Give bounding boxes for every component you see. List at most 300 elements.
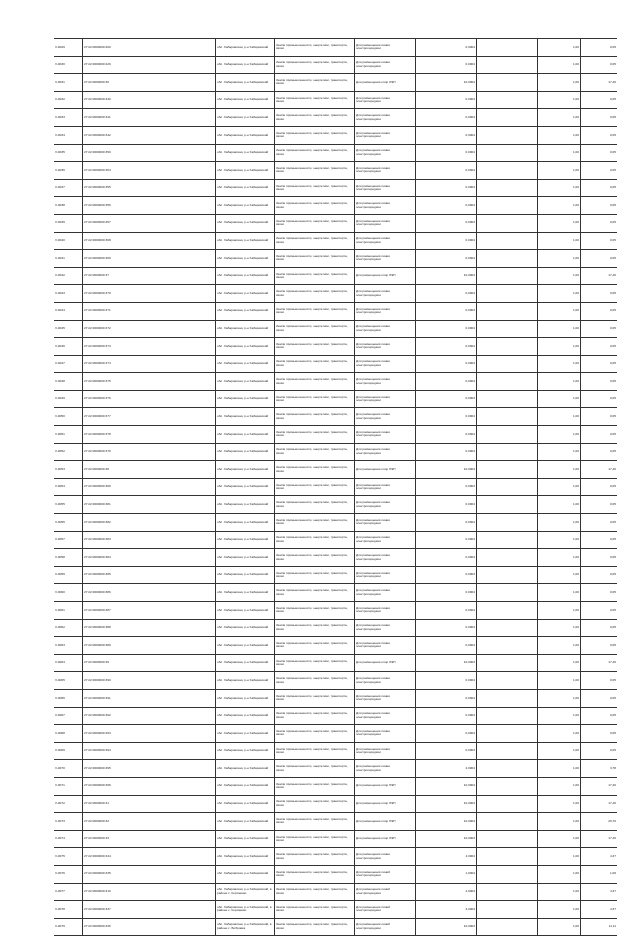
table-row (54, 250, 617, 268)
cell-permitted-use: Для размещения линий электропередачи (355, 901, 416, 919)
cell-rate: 1,00 (538, 39, 581, 57)
cell-cadastral-number: 27:22:0000000:335 (83, 865, 216, 883)
cell-land-category: Земли промышленности, энергетики, транспорта, связи (275, 109, 355, 127)
cell-total: 11,11 (581, 918, 618, 936)
cell-row-id: V-0039 (54, 214, 83, 232)
cell-permitted-use: Для размещения линии электропередачи (355, 302, 416, 320)
table-row (54, 91, 617, 109)
cell-spacer (477, 338, 538, 356)
cell-permitted-use: Для размещения линии электропередачи (355, 126, 416, 144)
cell-rate: 1,00 (538, 566, 581, 584)
cell-area: 0,0004 (416, 531, 477, 549)
cell-rate: 1,00 (538, 813, 581, 831)
cell-total: 0,05 (581, 197, 618, 215)
cell-land-category: Земли промышленности, энергетики, транспорта, связи (275, 918, 355, 936)
cell-address: обл. Хабаровская, р-н Хабаровский, в районе с. Корсаково (216, 901, 275, 919)
cell-cadastral-number: 27:22:0000000:33 (83, 830, 216, 848)
cell-total: 0,05 (581, 302, 618, 320)
table-row (54, 232, 617, 250)
cell-row-id: V-0043 (54, 285, 83, 303)
cell-cadastral-number: 27:22:0000000:379 (83, 443, 216, 461)
cell-total: 0,05 (581, 338, 618, 356)
cell-rate: 1,00 (538, 848, 581, 866)
cell-rate: 1,00 (538, 584, 581, 602)
cell-cadastral-number: 27:22:0000000:310 (83, 883, 216, 901)
cell-row-id: V-0030 (54, 56, 83, 74)
cell-area: 0,0004 (416, 302, 477, 320)
cell-area: 4,0004 (416, 901, 477, 919)
cell-permitted-use: Для размещения линии электропередачи (355, 531, 416, 549)
cell-area: 10,0004 (416, 918, 477, 936)
cell-rate: 1,00 (538, 144, 581, 162)
cell-area: 0,0004 (416, 126, 477, 144)
cell-rate: 1,00 (538, 672, 581, 690)
cell-cadastral-number: 27:22:0000000:200 (83, 39, 216, 57)
cell-land-category: Земли промышленности, энергетики, транспорта, связи (275, 777, 355, 795)
cell-area: 0,0004 (416, 162, 477, 180)
cell-spacer (477, 91, 538, 109)
cell-cadastral-number: 27:22:0000000:336 (83, 918, 216, 936)
cell-rate: 1,00 (538, 443, 581, 461)
cell-total: 0,05 (581, 56, 618, 74)
cell-permitted-use: Для размещения линии электропередачи (355, 162, 416, 180)
cell-row-id: V-0052 (54, 443, 83, 461)
table-body (54, 39, 617, 936)
cell-address: обл. Хабаровская, р-н Хабаровский (216, 865, 275, 883)
cell-row-id: V-0077 (54, 883, 83, 901)
cell-permitted-use: Для размещения линии электропередачи (355, 197, 416, 215)
cell-address: обл. Хабаровская, р-н Хабаровский (216, 74, 275, 92)
cell-address: обл. Хабаровская, р-н Хабаровский (216, 830, 275, 848)
cell-row-id: V-0056 (54, 514, 83, 532)
cell-address: обл. Хабаровская, р-н Хабаровский (216, 760, 275, 778)
cell-row-id: V-0029 (54, 39, 83, 57)
cell-row-id: V-0073 (54, 813, 83, 831)
cell-permitted-use: Для размещения линии электропередачи (355, 619, 416, 637)
cell-cadastral-number: 27:22:0000000:344 (83, 848, 216, 866)
cell-rate: 1,00 (538, 302, 581, 320)
cell-area: 0,0004 (416, 390, 477, 408)
cell-permitted-use: Для размещения линии электропередачи (355, 285, 416, 303)
cell-rate: 1,00 (538, 426, 581, 444)
cell-cadastral-number: 27:22:0000000:381 (83, 496, 216, 514)
cell-land-category: Земли промышленности, энергетики, транспорта, связи (275, 566, 355, 584)
cell-row-id: V-0031 (54, 74, 83, 92)
cell-address: обл. Хабаровская, р-н Хабаровский (216, 742, 275, 760)
cell-address: обл. Хабаровская, р-н Хабаровский (216, 232, 275, 250)
table-row (54, 918, 617, 936)
cell-land-category: Земли промышленности, энергетики, транспорта, связи (275, 461, 355, 479)
cell-address: обл. Хабаровская, р-н Хабаровский (216, 126, 275, 144)
cell-land-category: Земли промышленности, энергетики, транспорта, связи (275, 531, 355, 549)
cell-spacer (477, 408, 538, 426)
document-sheet (54, 38, 616, 936)
cell-permitted-use: Для размещения линии электропередачи (355, 549, 416, 567)
cell-permitted-use: Для размещения линии электропередачи (355, 390, 416, 408)
cell-rate: 1,00 (538, 549, 581, 567)
cell-land-category: Земли промышленности, энергетики, транспорта, связи (275, 584, 355, 602)
cell-row-id: V-0063 (54, 637, 83, 655)
cell-row-id: V-0057 (54, 531, 83, 549)
cell-row-id: V-0045 (54, 320, 83, 338)
cell-total: 0,05 (581, 232, 618, 250)
cell-area: 10,0004 (416, 461, 477, 479)
cell-area: 10,0004 (416, 267, 477, 285)
cell-land-category: Земли промышленности, энергетики, транспорта, связи (275, 707, 355, 725)
cell-row-id: V-0074 (54, 830, 83, 848)
cell-cadastral-number: 27:22:0000000:37 (83, 267, 216, 285)
cell-spacer (477, 461, 538, 479)
cell-rate: 1,00 (538, 689, 581, 707)
cell-address: обл. Хабаровская, р-н Хабаровский (216, 795, 275, 813)
cell-spacer (477, 883, 538, 901)
cell-total: 0,05 (581, 250, 618, 268)
cell-total: 0,05 (581, 214, 618, 232)
cell-permitted-use: Для размещения линии электропередачи (355, 250, 416, 268)
table-row (54, 267, 617, 285)
cell-rate: 1,00 (538, 918, 581, 936)
cell-area: 10,0004 (416, 777, 477, 795)
cell-spacer (477, 355, 538, 373)
cell-area: 0,0004 (416, 39, 477, 57)
cell-area: 0,0004 (416, 637, 477, 655)
cell-land-category: Земли промышленности, энергетики, транспорта, связи (275, 214, 355, 232)
cell-total: 17,40 (581, 777, 618, 795)
cell-permitted-use: Для размещения линии электропередачи (355, 373, 416, 391)
cell-permitted-use: Для размещения линий электропередачи (355, 865, 416, 883)
cell-land-category: Земли промышленности, энергетики, транспорта, связи (275, 144, 355, 162)
cell-address: обл. Хабаровская, р-н Хабаровский (216, 390, 275, 408)
cell-area: 0,0004 (416, 109, 477, 127)
cell-cadastral-number: 27:22:0000000:342 (83, 126, 216, 144)
cell-total: 4,37 (581, 901, 618, 919)
cell-land-category: Земли промышленности, энергетики, транспорта, связи (275, 795, 355, 813)
table-row (54, 848, 617, 866)
cell-permitted-use: Для размещения линии электропередачи (355, 689, 416, 707)
cell-row-id: V-0050 (54, 408, 83, 426)
cell-area: 0,0004 (416, 549, 477, 567)
cell-area: 0,0004 (416, 584, 477, 602)
cell-land-category: Земли промышленности, энергетики, транспорта, связи (275, 883, 355, 901)
cell-cadastral-number: 27:22:0000000:382 (83, 514, 216, 532)
table-row (54, 496, 617, 514)
table-row (54, 654, 617, 672)
cell-address: обл. Хабаровская, р-н Хабаровский (216, 109, 275, 127)
cell-spacer (477, 126, 538, 144)
cell-address: обл. Хабаровская, р-н Хабаровский, в районе с. Бобровка (216, 918, 275, 936)
cell-total: 17,40 (581, 74, 618, 92)
cell-rate: 1,00 (538, 56, 581, 74)
cell-rate: 1,00 (538, 338, 581, 356)
cell-area: 0,0004 (416, 56, 477, 74)
cell-cadastral-number: 27:22:0000000:390 (83, 672, 216, 690)
cell-land-category: Земли промышленности, энергетики, транспорта, связи (275, 619, 355, 637)
cell-permitted-use: Для размещения опор ЛЭП (355, 654, 416, 672)
cell-area: 0,0004 (416, 285, 477, 303)
cell-total: 0,05 (581, 408, 618, 426)
cell-cadastral-number: 27:22:0000000:30 (83, 74, 216, 92)
cell-cadastral-number: 27:22:0000000:394 (83, 742, 216, 760)
cell-spacer (477, 672, 538, 690)
table-row (54, 443, 617, 461)
cell-spacer (477, 865, 538, 883)
cell-total: 0,05 (581, 91, 618, 109)
cell-land-category: Земли промышленности, энергетики, транспорта, связи (275, 654, 355, 672)
cell-permitted-use: Для размещения линии электропередачи (355, 742, 416, 760)
cell-address: обл. Хабаровская, р-н Хабаровский (216, 777, 275, 795)
cell-spacer (477, 777, 538, 795)
cell-rate: 1,00 (538, 285, 581, 303)
cell-row-id: V-0069 (54, 742, 83, 760)
cell-total: 0,05 (581, 162, 618, 180)
table-row (54, 883, 617, 901)
cell-cadastral-number: 27:22:0000000:387 (83, 602, 216, 620)
cell-rate: 1,00 (538, 883, 581, 901)
cell-spacer (477, 619, 538, 637)
cell-cadastral-number: 27:22:0000000:386 (83, 584, 216, 602)
cell-permitted-use: Для размещения линии электропередачи (355, 584, 416, 602)
cell-permitted-use: Для размещения линии электропередачи (355, 179, 416, 197)
cell-address: обл. Хабаровская, р-н Хабаровский (216, 813, 275, 831)
cell-area: 10,0004 (416, 795, 477, 813)
cell-row-id: V-0041 (54, 250, 83, 268)
cell-address: обл. Хабаровская, р-н Хабаровский (216, 461, 275, 479)
cell-land-category: Земли промышленности, энергетики, транспорта, связи (275, 672, 355, 690)
cell-rate: 1,00 (538, 197, 581, 215)
cell-spacer (477, 514, 538, 532)
cell-rate: 1,00 (538, 373, 581, 391)
cell-address: обл. Хабаровская, р-н Хабаровский (216, 320, 275, 338)
cell-cadastral-number: 27:22:0000000:391 (83, 689, 216, 707)
cell-address: обл. Хабаровская, р-н Хабаровский (216, 672, 275, 690)
table-row (54, 39, 617, 57)
cell-total: 0,05 (581, 478, 618, 496)
cell-cadastral-number: 27:22:0000000:354 (83, 162, 216, 180)
cell-cadastral-number: 27:22:0000000:367 (83, 214, 216, 232)
cell-land-category: Земли промышленности, энергетики, транспорта, связи (275, 496, 355, 514)
cell-total: 20,70 (581, 813, 618, 831)
cell-spacer (477, 725, 538, 743)
table-row (54, 795, 617, 813)
cell-rate: 1,00 (538, 214, 581, 232)
cell-area: 0,0004 (416, 443, 477, 461)
table-row (54, 320, 617, 338)
cell-rate: 1,00 (538, 162, 581, 180)
cell-land-category: Земли промышленности, энергетики, транспорта, связи (275, 830, 355, 848)
cell-cadastral-number: 27:22:0000000:384 (83, 549, 216, 567)
cell-address: обл. Хабаровская, р-н Хабаровский (216, 338, 275, 356)
cell-area: 0,0004 (416, 320, 477, 338)
cell-spacer (477, 918, 538, 936)
cell-address: обл. Хабаровская, р-н Хабаровский (216, 197, 275, 215)
cell-spacer (477, 267, 538, 285)
cell-total: 0,05 (581, 566, 618, 584)
cell-spacer (477, 285, 538, 303)
cell-spacer (477, 443, 538, 461)
cell-address: обл. Хабаровская, р-н Хабаровский (216, 214, 275, 232)
cell-permitted-use: Для размещения линии электропередачи (355, 320, 416, 338)
cell-address: обл. Хабаровская, р-н Хабаровский (216, 602, 275, 620)
cell-address: обл. Хабаровская, р-н Хабаровский (216, 91, 275, 109)
cell-address: обл. Хабаровская, р-н Хабаровский (216, 39, 275, 57)
cell-spacer (477, 109, 538, 127)
cell-total: 0,05 (581, 514, 618, 532)
cell-total: 4,37 (581, 883, 618, 901)
cell-address: обл. Хабаровская, р-н Хабаровский (216, 408, 275, 426)
cell-spacer (477, 496, 538, 514)
cell-rate: 1,00 (538, 232, 581, 250)
cell-permitted-use: Для размещения линии электропередачи (355, 39, 416, 57)
cell-spacer (477, 795, 538, 813)
cell-land-category: Земли промышленности, энергетики, транспорта, связи (275, 408, 355, 426)
cell-row-id: V-0065 (54, 672, 83, 690)
cell-total: 17,40 (581, 654, 618, 672)
cell-total: 0,05 (581, 496, 618, 514)
table-row (54, 461, 617, 479)
cell-spacer (477, 848, 538, 866)
cell-spacer (477, 179, 538, 197)
table-row (54, 637, 617, 655)
cell-row-id: V-0033 (54, 109, 83, 127)
cell-address: обл. Хабаровская, р-н Хабаровский (216, 373, 275, 391)
cell-total: 0,05 (581, 707, 618, 725)
cell-address: обл. Хабаровская, р-н Хабаровский (216, 514, 275, 532)
cell-total: 0,05 (581, 742, 618, 760)
cell-total: 0,05 (581, 144, 618, 162)
cell-cadastral-number: 27:22:0000000:393 (83, 725, 216, 743)
cell-land-category: Земли промышленности, энергетики, транспорта, связи (275, 302, 355, 320)
cell-area: 0,0004 (416, 250, 477, 268)
cell-row-id: V-0038 (54, 197, 83, 215)
table-row (54, 901, 617, 919)
cell-rate: 1,00 (538, 531, 581, 549)
cell-cadastral-number: 27:22:0000000:368 (83, 232, 216, 250)
cell-address: обл. Хабаровская, р-н Хабаровский (216, 250, 275, 268)
cell-total: 0,05 (581, 355, 618, 373)
cell-land-category: Земли промышленности, энергетики, транспорта, связи (275, 443, 355, 461)
cell-row-id: V-0035 (54, 144, 83, 162)
cell-land-category: Земли промышленности, энергетики, транспорта, связи (275, 725, 355, 743)
cell-total: 0,05 (581, 179, 618, 197)
cell-cadastral-number: 27:22:0000000:377 (83, 408, 216, 426)
cell-total: 0,05 (581, 672, 618, 690)
table-row (54, 619, 617, 637)
cell-rate: 1,00 (538, 777, 581, 795)
cell-total: 17,40 (581, 795, 618, 813)
cell-total: 1,09 (581, 865, 618, 883)
cell-address: обл. Хабаровская, р-н Хабаровский (216, 549, 275, 567)
cell-rate: 1,00 (538, 179, 581, 197)
table-row (54, 74, 617, 92)
cell-permitted-use: Для размещения опор ЛЭП (355, 813, 416, 831)
cell-cadastral-number: 27:22:0000000:385 (83, 566, 216, 584)
cell-land-category: Земли промышленности, энергетики, транспорта, связи (275, 426, 355, 444)
cell-rate: 1,00 (538, 478, 581, 496)
cell-total: 0,05 (581, 285, 618, 303)
cell-area: 0,0004 (416, 355, 477, 373)
table-row (54, 777, 617, 795)
cell-spacer (477, 232, 538, 250)
cell-row-id: V-0044 (54, 302, 83, 320)
table-row (54, 478, 617, 496)
cell-area: 0,0004 (416, 496, 477, 514)
cell-land-category: Земли промышленности, энергетики, транспорта, связи (275, 813, 355, 831)
cell-permitted-use: Для размещения опор ЛЭП (355, 74, 416, 92)
table-row (54, 126, 617, 144)
cell-spacer (477, 373, 538, 391)
cell-permitted-use: Для размещения опор ЛЭП (355, 830, 416, 848)
cell-area: 0,0004 (416, 602, 477, 620)
table-row (54, 373, 617, 391)
cell-permitted-use: Для размещения линии электропередачи (355, 109, 416, 127)
cell-address: обл. Хабаровская, р-н Хабаровский (216, 566, 275, 584)
cell-area: 10,0004 (416, 830, 477, 848)
cell-land-category: Земли промышленности, энергетики, транспорта, связи (275, 320, 355, 338)
cell-land-category: Земли промышленности, энергетики, транспорта, связи (275, 74, 355, 92)
cell-cadastral-number: 27:22:0000000:389 (83, 637, 216, 655)
table-row (54, 109, 617, 127)
cell-row-id: V-0034 (54, 126, 83, 144)
cell-permitted-use: Для размещения линии электропередачи (355, 478, 416, 496)
cell-land-category: Земли промышленности, энергетики, транспорта, связи (275, 338, 355, 356)
cell-area: 0,0004 (416, 179, 477, 197)
cell-area: 0,0004 (416, 689, 477, 707)
table-row (54, 302, 617, 320)
cell-area: 10,0004 (416, 74, 477, 92)
cell-permitted-use: Для размещения линии электропередачи (355, 214, 416, 232)
cell-cadastral-number: 27:22:0000000:38 (83, 461, 216, 479)
cell-area: 4,0004 (416, 883, 477, 901)
cell-rate: 1,00 (538, 619, 581, 637)
table-row (54, 285, 617, 303)
cell-spacer (477, 901, 538, 919)
cell-rate: 1,00 (538, 707, 581, 725)
cell-spacer (477, 426, 538, 444)
cell-permitted-use: Для размещения линии электропередачи (355, 408, 416, 426)
cell-area: 0,0004 (416, 91, 477, 109)
cell-permitted-use: Для размещения линии электропередачи (355, 443, 416, 461)
cell-land-category: Земли промышленности, энергетики, транспорта, связи (275, 637, 355, 655)
cell-area: 0,0004 (416, 426, 477, 444)
cell-permitted-use: Для размещения линии электропередачи (355, 760, 416, 778)
cell-row-id: V-0076 (54, 865, 83, 883)
cell-spacer (477, 531, 538, 549)
table-row (54, 408, 617, 426)
cell-cadastral-number: 27:22:0000000:396 (83, 777, 216, 795)
land-plot-table (54, 38, 617, 936)
cell-total: 4,37 (581, 848, 618, 866)
table-row (54, 179, 617, 197)
cell-rate: 1,00 (538, 901, 581, 919)
table-row (54, 566, 617, 584)
cell-permitted-use: Для размещения опор ЛЭП (355, 461, 416, 479)
cell-address: обл. Хабаровская, р-н Хабаровский (216, 689, 275, 707)
cell-address: обл. Хабаровская, р-н Хабаровский (216, 443, 275, 461)
cell-total: 0,05 (581, 320, 618, 338)
cell-total: 0,05 (581, 443, 618, 461)
cell-cadastral-number: 27:22:0000000:369 (83, 250, 216, 268)
cell-area: 0,0004 (416, 566, 477, 584)
cell-land-category: Земли промышленности, энергетики, транспорта, связи (275, 285, 355, 303)
cell-land-category: Земли промышленности, энергетики, транспорта, связи (275, 373, 355, 391)
cell-rate: 1,00 (538, 390, 581, 408)
cell-area: 2,0004 (416, 760, 477, 778)
cell-spacer (477, 56, 538, 74)
table-row (54, 584, 617, 602)
cell-area: 10,0004 (416, 654, 477, 672)
cell-row-id: V-0053 (54, 461, 83, 479)
cell-cadastral-number: 27:22:0000000:374 (83, 355, 216, 373)
